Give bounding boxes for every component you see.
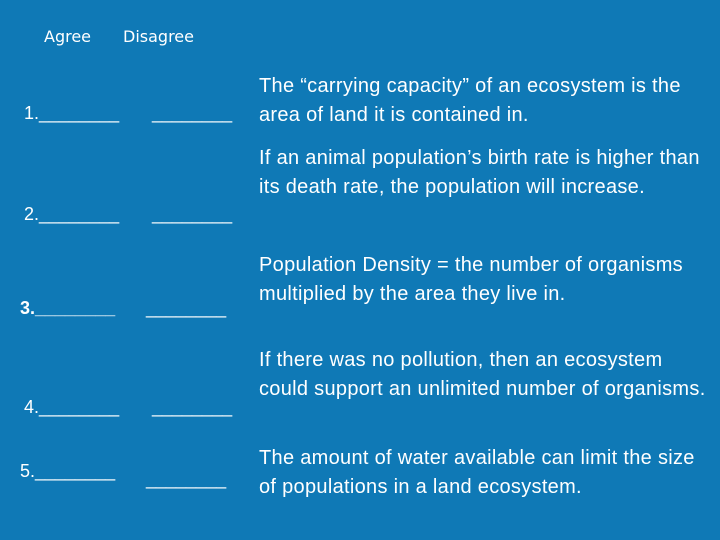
agree-blank-4[interactable]: 4.________: [24, 397, 120, 417]
disagree-blank-5[interactable]: ________: [146, 469, 227, 489]
disagree-header: Disagree: [123, 27, 194, 46]
disagree-blank-2[interactable]: ________: [152, 204, 233, 224]
disagree-blank-4[interactable]: ________: [152, 397, 233, 417]
agree-blank-1[interactable]: 1.________: [24, 103, 120, 123]
agree-blank-5[interactable]: 5.________: [20, 461, 116, 481]
statement-text-4: If there was no pollution, then an ecosystem could support an unlimited number of organisms.: [259, 349, 706, 400]
agree-header: Agree: [44, 27, 92, 46]
agree-blank-2[interactable]: 2.________: [24, 204, 120, 224]
agree-blank-3[interactable]: 3.________: [20, 298, 116, 318]
statement-text-1: The “carrying capacity” of an ecosystem is the area of land it is contained in.: [259, 75, 681, 126]
statement-text-3: Population Density = the number of organisms multiplied by the area they live in.: [259, 254, 683, 305]
disagree-blank-1[interactable]: ________: [152, 103, 233, 123]
disagree-blank-3[interactable]: ________: [146, 298, 227, 318]
statement-text-2: If an animal population’s birth rate is higher than its death rate, the population will increase.: [259, 147, 700, 198]
statement-text-5: The amount of water available can limit the size of populations in a land ecosystem.: [259, 447, 695, 498]
